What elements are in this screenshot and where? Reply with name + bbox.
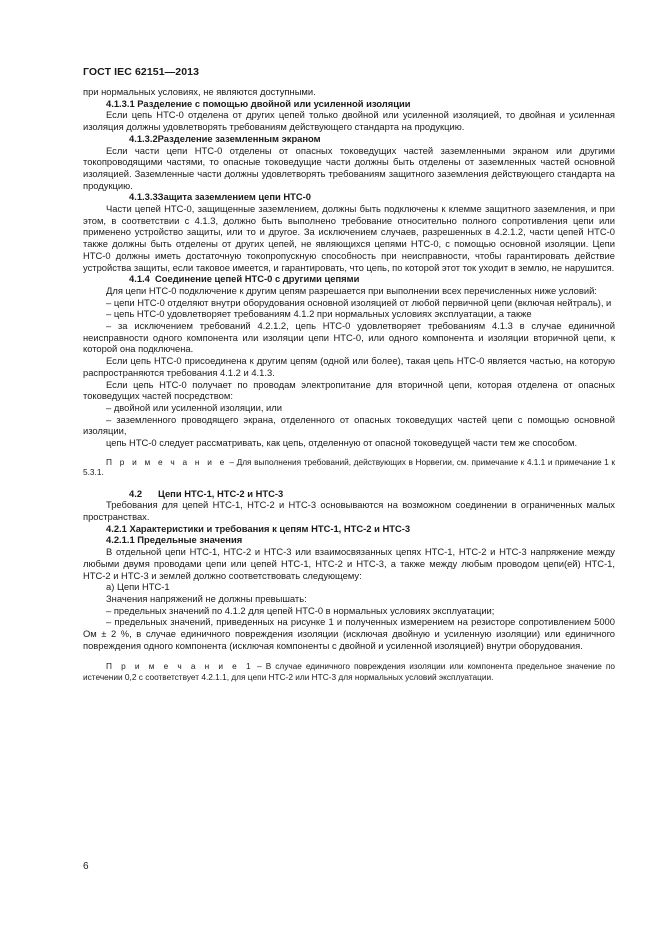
paragraph: Если части цепи НТС-0 отделены от опасных токоведущих частей заземленными экраном или другими токопроводящими частями, то опасные токоведущие части должны быть отделены от заземленных частей основной изоляцией. Заземленные части должны удовлетворять требованиям защитного заземления действующего стандарта на продукцию. — [83, 144, 615, 191]
list-item: – цепи НТС-0 отделяют внутри оборудования основной изоляцией от любой первичной цепи (включая нейтраль), и — [106, 296, 612, 308]
heading-4-2-1-1: 4.2.1.1 Предельные значения — [106, 534, 243, 546]
note-text: – В случае единичного повреждения изоляции или компонента предельное значение по истечении 0,2 с соответствует 4.2.1.1, для цепи НТС-2 или НТС-3 для нормальных условий эксплуатации. — [83, 661, 615, 682]
heading-4-2-1: 4.2.1 Характеристики и требования к цепям НТС-1, НТС-2 и НТС-3 — [106, 522, 411, 534]
heading-4-1-3-2 — [83, 133, 615, 145]
section-number: 4.1.3.3 — [129, 191, 158, 203]
heading-4-1-4 — [83, 273, 615, 285]
note-text: – Для выполнения требований, действующих в Норвегии, см. примечание к 4.1.1 и примечание 1 к 5.3.1. — [83, 456, 615, 478]
section-number: 4.1.4 — [129, 273, 150, 285]
section-title: Цепи НТС-1, НТС-2 и НТС-3 — [158, 487, 284, 499]
section-title: Соединение цепей НТС-0 с другими цепями — [155, 273, 360, 285]
note — [83, 661, 615, 682]
list-item: – предельных значений, приведенных на рисунке 1 и полученных измерением на резисторе сопротивлением 5000 Ом ± 2 %, в случае единичного повреждения изоляции (исключая двойную и усиленную изоляции) или единичного повреждения одного компонента (исключая компоненты с двойной и усиленной изоляцией) внутри оборудования. — [83, 616, 615, 651]
paragraph: Если цепь НТС-0 получает по проводам электропитание для вторичной цепи, которая отделена от опасных токоведущих частей посредством: — [83, 378, 615, 402]
paragraph: В отдельной цепи НТС-1, НТС-2 и НТС-3 или взаимосвязанных цепях НТС-1, НТС-2 и НТС-3 напряжение между любыми двумя проводами цепи или цепей НТС-1, НТС-2 и НТС-3, а также между любым проводом цепи(ей) НТС-1, НТС-2 и НТС-3 и землей должно соответствовать следующему: — [83, 546, 615, 581]
paragraph: цепь НТС-0 следует рассматривать, как цепь, отделенную от опасной токоведущей части тем же способом. — [106, 437, 578, 449]
list-heading: а) Цепи НТС-1 — [106, 581, 170, 593]
list-item: – двойной или усиленной изоляции, или — [106, 401, 282, 413]
paragraph: Части цепей НТС-0, защищенные заземлением, должны быть подключены к клемме защитного заземления, и при этом, в соответствии с 4.1.3, должно быть выполнено требование относительно полного сопротивления цепи или применено устройство защиты, или то и другое. За исключением случаев, разрешенных в 4.2.1.2, части цепей НТС-0 также должны быть отделены от других цепей, не являющихся цепями НТС-0, с помощью основной изоляции. Цепи НТС-0 должны иметь достаточную токопропускную способность при неисправности, чтобы гарантировать действие устройства защиты, если таковое имеется, и гарантировать, что цепь, по которой этот ток уходит в землю, не нарушится. — [83, 203, 615, 273]
paragraph: Для цепи НТС-0 подключение к другим цепям разрешается при выполнении всех перечисленных ниже условий: — [106, 284, 597, 296]
heading-4-1-3-3 — [83, 191, 615, 203]
list-item: – за исключением требований 4.2.1.2, цепь НТС-0 удовлетворяет требованиям 4.1.3 в случае единичной неисправности одного компонента или изоляции цепи НТС-0, или одного компонента и изоляции вторичной цепи, к которой она подключена. — [83, 320, 615, 355]
section-number: 4.1.3.2 — [129, 132, 158, 144]
section-title: Защита заземлением цепи НТС-0 — [157, 191, 311, 203]
paragraph: при нормальных условиях, не являются доступными. — [83, 86, 316, 97]
paragraph: Если цепь НТС-0 присоединена к другим цепям (одной или более), такая цепь НТС-0 является частью, на которую распространяются требования 4.1.2 и 4.1.3. — [83, 355, 615, 378]
list-item: – предельных значений по 4.1.2 для цепей НТС-0 в нормальных условиях эксплуатации; — [106, 604, 495, 616]
paragraph: Значения напряжений не должны превышать: — [106, 592, 307, 604]
list-item: – заземленного проводящего экрана, отделенного от опасных токоведущих частей цепи с помощью основной изоляции, — [83, 413, 615, 437]
document-header: ГОСТ IEC 62151—2013 — [83, 66, 200, 78]
heading-4-1-3-1: 4.1.3.1 Разделение с помощью двойной или усиленной изоляции — [106, 97, 411, 109]
note-label: П р и м е ч а н и е 1 — [106, 661, 254, 672]
paragraph: Требования для цепей НТС-1, НТС-2 и НТС-3 основываются на возможном соединении в ограниченных малых пространствах. — [83, 499, 615, 523]
page-number: 6 — [83, 861, 89, 872]
note — [83, 457, 615, 478]
section-number: 4.2 — [129, 487, 143, 499]
heading-4-2 — [83, 488, 615, 500]
paragraph: Если цепь НТС-0 отделена от других цепей только двойной или усиленной изоляцией, то двойная и усиленная изоляция должны удовлетворять требованиям действующего стандарта на продукцию. — [83, 109, 615, 133]
document-body — [83, 86, 615, 682]
section-title: Разделение заземленным экраном — [157, 132, 321, 144]
list-item: – цепь НТС-0 удовлетворяет требованиям 4.1.2 при нормальных условиях эксплуатации, а также — [106, 308, 532, 320]
note-label: П р и м е ч а н и е — [106, 456, 227, 467]
